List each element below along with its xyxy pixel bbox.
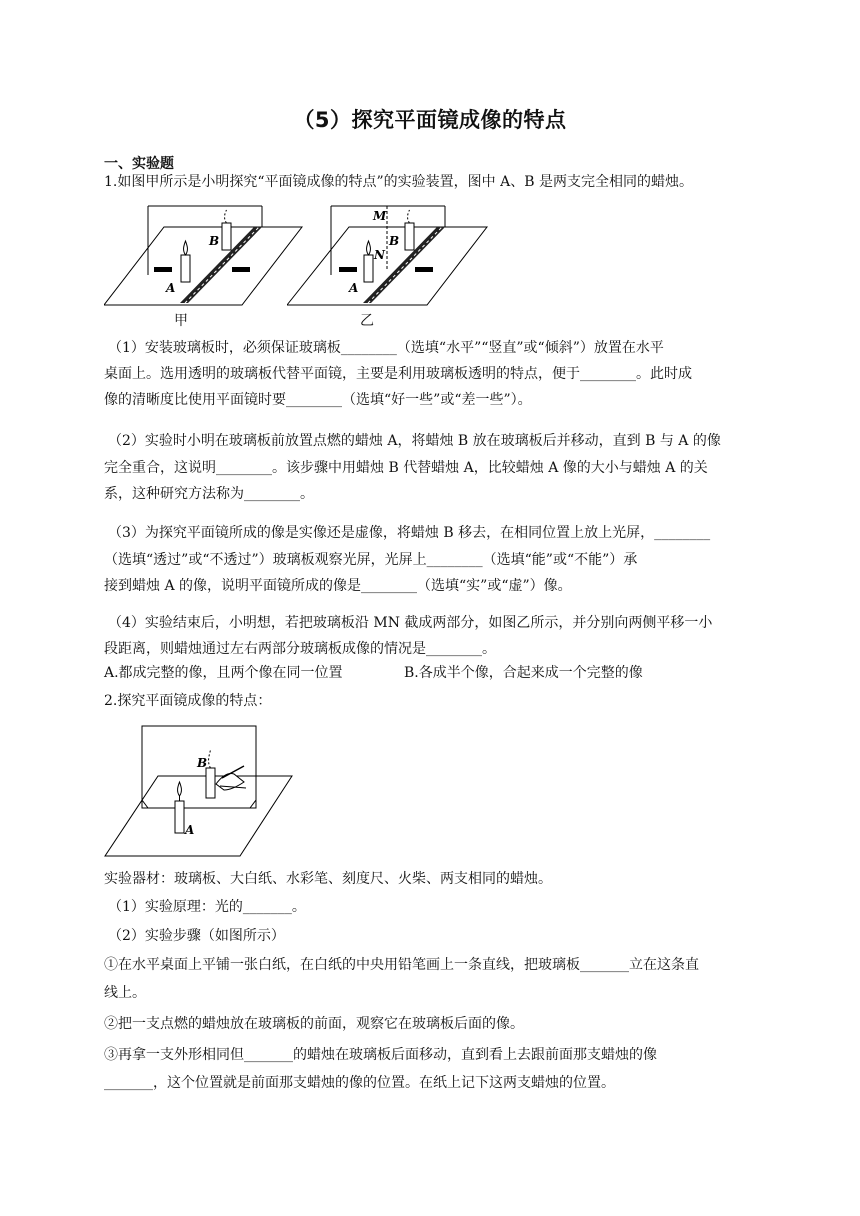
q1-part2-line3: 系，这种研究方法称为________。	[104, 486, 314, 502]
q1-option-b: B.各成半个像，合起来成一个完整的像	[404, 665, 643, 681]
q2-step3-line2: _______，这个位置就是前面那支蜡烛的像的位置。在纸上记下这两支蜡烛的位置。	[104, 1075, 615, 1091]
q1-part4-line2: 段距离，则蜡烛通过左右两部分玻璃板成像的情况是________。	[104, 641, 496, 657]
q2-step3-line1: ③再拿一支外形相同但_______的蜡烛在玻璃板后面移动，直到看上去跟前面那支蜡烛的像	[104, 1047, 657, 1063]
q2-intro: 2.探究平面镜成像的特点：	[104, 693, 272, 709]
fig-yi-label-b: B	[389, 234, 400, 248]
fig-yi-caption: 乙	[360, 313, 374, 329]
q1-option-a: A.都成完整的像，且两个像在同一位置	[104, 665, 343, 681]
q1-part4-line1: （4）实验结束后，小明想，若把玻璃板沿 MN 截成两部分，如图乙所示，并分别向两侧平移一小	[108, 615, 713, 631]
page-title: （5）探究平面镜成像的特点	[293, 108, 567, 132]
q2-step1-line2: 线上。	[104, 985, 146, 1001]
section-heading: 一、实验题	[104, 156, 174, 172]
fig-yi-label-m: M	[373, 209, 387, 223]
fig-yi-label-a: A	[349, 281, 359, 295]
figure-jia	[104, 205, 304, 307]
q1-part1-line2: 桌面上。选用透明的玻璃板代替平面镜，主要是利用玻璃板透明的特点，便于________。此时成	[104, 366, 692, 382]
q1-part1-line3: 像的清晰度比使用平面镜时要________（选填“好一些”或“差一些”）。	[104, 392, 532, 408]
q2-step2: ②把一支点燃的蜡烛放在玻璃板的前面，观察它在玻璃板后面的像。	[104, 1016, 524, 1032]
q2-principle: （1）实验原理：光的_______。	[108, 899, 306, 915]
figure-q2	[104, 724, 294, 858]
q1-part3-line2: （选填“透过”或“不透过”）玻璃板观察光屏，光屏上________（选填“能”或“不能”）承	[104, 552, 638, 568]
figure-yi	[287, 205, 489, 307]
q1-part1-line1: （1）安装玻璃板时，必须保证玻璃板________（选填“水平”“竖直”或“倾斜”）放置在水平	[108, 340, 664, 356]
q1-part3-line3: 接到蜡烛 A 的像，说明平面镜所成的像是________（选填“实”或“虚”）像。	[104, 578, 572, 594]
q1-intro: 1.如图甲所示是小明探究“平面镜成像的特点”的实验装置，图中 A、B 是两支完全相同的蜡烛。	[104, 174, 693, 190]
fig-jia-label-b: B	[209, 234, 220, 248]
q2-step1-line1: ①在水平桌面上平铺一张白纸，在白纸的中央用铅笔画上一条直线，把玻璃板_______立在这条直	[104, 957, 699, 973]
fig-yi-label-n: N	[374, 248, 385, 262]
fig-q2-label-a: A	[185, 823, 195, 837]
fig-jia-label-a: A	[166, 281, 176, 295]
fig-q2-label-b: B	[197, 756, 208, 770]
q1-part3-line1: （3）为探究平面镜所成的像是实像还是虚像，将蜡烛 B 移去，在相同位置上放上光屏，________	[108, 525, 711, 541]
q1-part2-line1: （2）实验时小明在玻璃板前放置点燃的蜡烛 A，将蜡烛 B 放在玻璃板后并移动，直到 B 与 A 的像	[108, 433, 721, 449]
q2-materials: 实验器材：玻璃板、大白纸、水彩笔、刻度尺、火柴、两支相同的蜡烛。	[104, 871, 552, 887]
fig-jia-caption: 甲	[174, 313, 188, 329]
q2-steps-heading: （2）实验步骤（如图所示）	[108, 928, 285, 944]
q1-part2-line2: 完全重合，这说明________。该步骤中用蜡烛 B 代替蜡烛 A，比较蜡烛 A 像的大小与蜡烛 A 的关	[104, 460, 708, 476]
